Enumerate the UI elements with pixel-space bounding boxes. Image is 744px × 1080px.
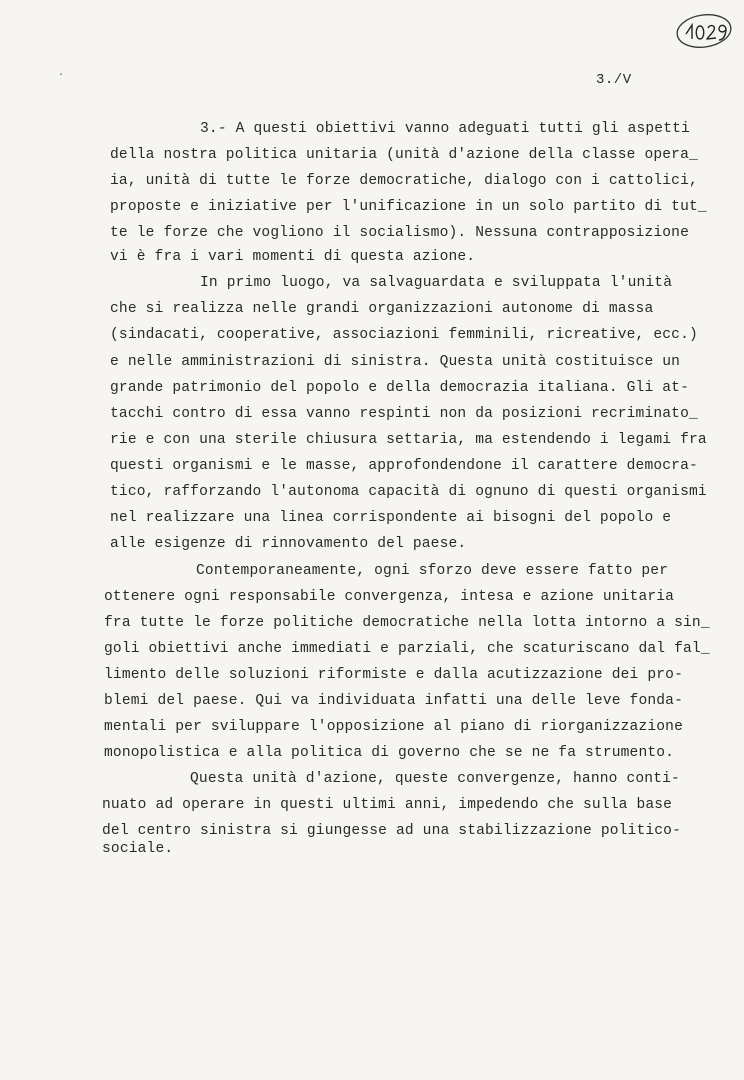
text-line: blemi del paese. Qui va individuata infatti una delle leve fonda-: [104, 693, 683, 709]
text-line: e nelle amministrazioni di sinistra. Questa unità costituisce un: [110, 354, 681, 370]
text-line: tacchi contro di essa vanno respinti non da posizioni recriminato_: [110, 406, 698, 422]
text-line: che si realizza nelle grandi organizzazioni autonome di massa: [110, 301, 654, 317]
text-line: mentali per sviluppare l'opposizione al piano di riorganizzazione: [104, 719, 683, 735]
text-line: alle esigenze di rinnovamento del paese.: [110, 536, 467, 552]
text-line: del centro sinistra si giungesse ad una stabilizzazione politico-: [102, 823, 681, 839]
text-line: 3.- A questi obiettivi vanno adeguati tutti gli aspetti: [200, 121, 690, 137]
text-line: vi è fra i vari momenti di questa azione.: [110, 249, 476, 265]
text-line: ia, unità di tutte le forze democratiche, dialogo con i cattolici,: [110, 173, 698, 189]
text-line: sociale.: [102, 841, 174, 857]
text-line: proposte e iniziative per l'unificazione in un solo partito di tut_: [110, 199, 707, 215]
text-line: Questa unità d'azione, queste convergenze, hanno conti-: [190, 771, 680, 787]
text-line: goli obiettivi anche immediati e parziali, che scaturiscano dal fal_: [104, 641, 710, 657]
text-line: della nostra politica unitaria (unità d'azione della classe opera_: [110, 147, 698, 163]
text-line: rie e con una sterile chiusura settaria, ma estendendo i legami fra: [110, 432, 707, 448]
text-line: monopolistica e alla politica di governo che se ne fa strumento.: [104, 745, 675, 761]
text-line: te le forze che vogliono il socialismo). Nessuna contrapposizione: [110, 225, 689, 241]
page-reference: 3./V: [596, 72, 632, 88]
text-line: questi organismi e le masse, approfondendone il carattere democra-: [110, 458, 698, 474]
margin-dot: ·: [58, 70, 65, 81]
text-line: tico, rafforzando l'autonoma capacità di ognuno di questi organismi: [110, 484, 707, 500]
text-line: limento delle soluzioni riformiste e dalla acutizzazione dei pro-: [104, 667, 683, 683]
text-line: (sindacati, cooperative, associazioni femminili, ricreative, ecc.): [110, 327, 698, 343]
text-line: grande patrimonio del popolo e della democrazia italiana. Gli at-: [110, 380, 689, 396]
text-line: ottenere ogni responsabile convergenza, intesa e azione unitaria: [104, 589, 675, 605]
text-line: fra tutte le forze politiche democratiche nella lotta intorno a sin_: [104, 615, 710, 631]
text-line: Contemporaneamente, ogni sforzo deve essere fatto per: [196, 563, 669, 579]
text-line: nel realizzare una linea corrispondente ai bisogni del popolo e: [110, 510, 672, 526]
text-line: In primo luogo, va salvaguardata e sviluppata l'unità: [200, 275, 673, 291]
text-line: nuato ad operare in questi ultimi anni, impedendo che sulla base: [102, 797, 673, 813]
